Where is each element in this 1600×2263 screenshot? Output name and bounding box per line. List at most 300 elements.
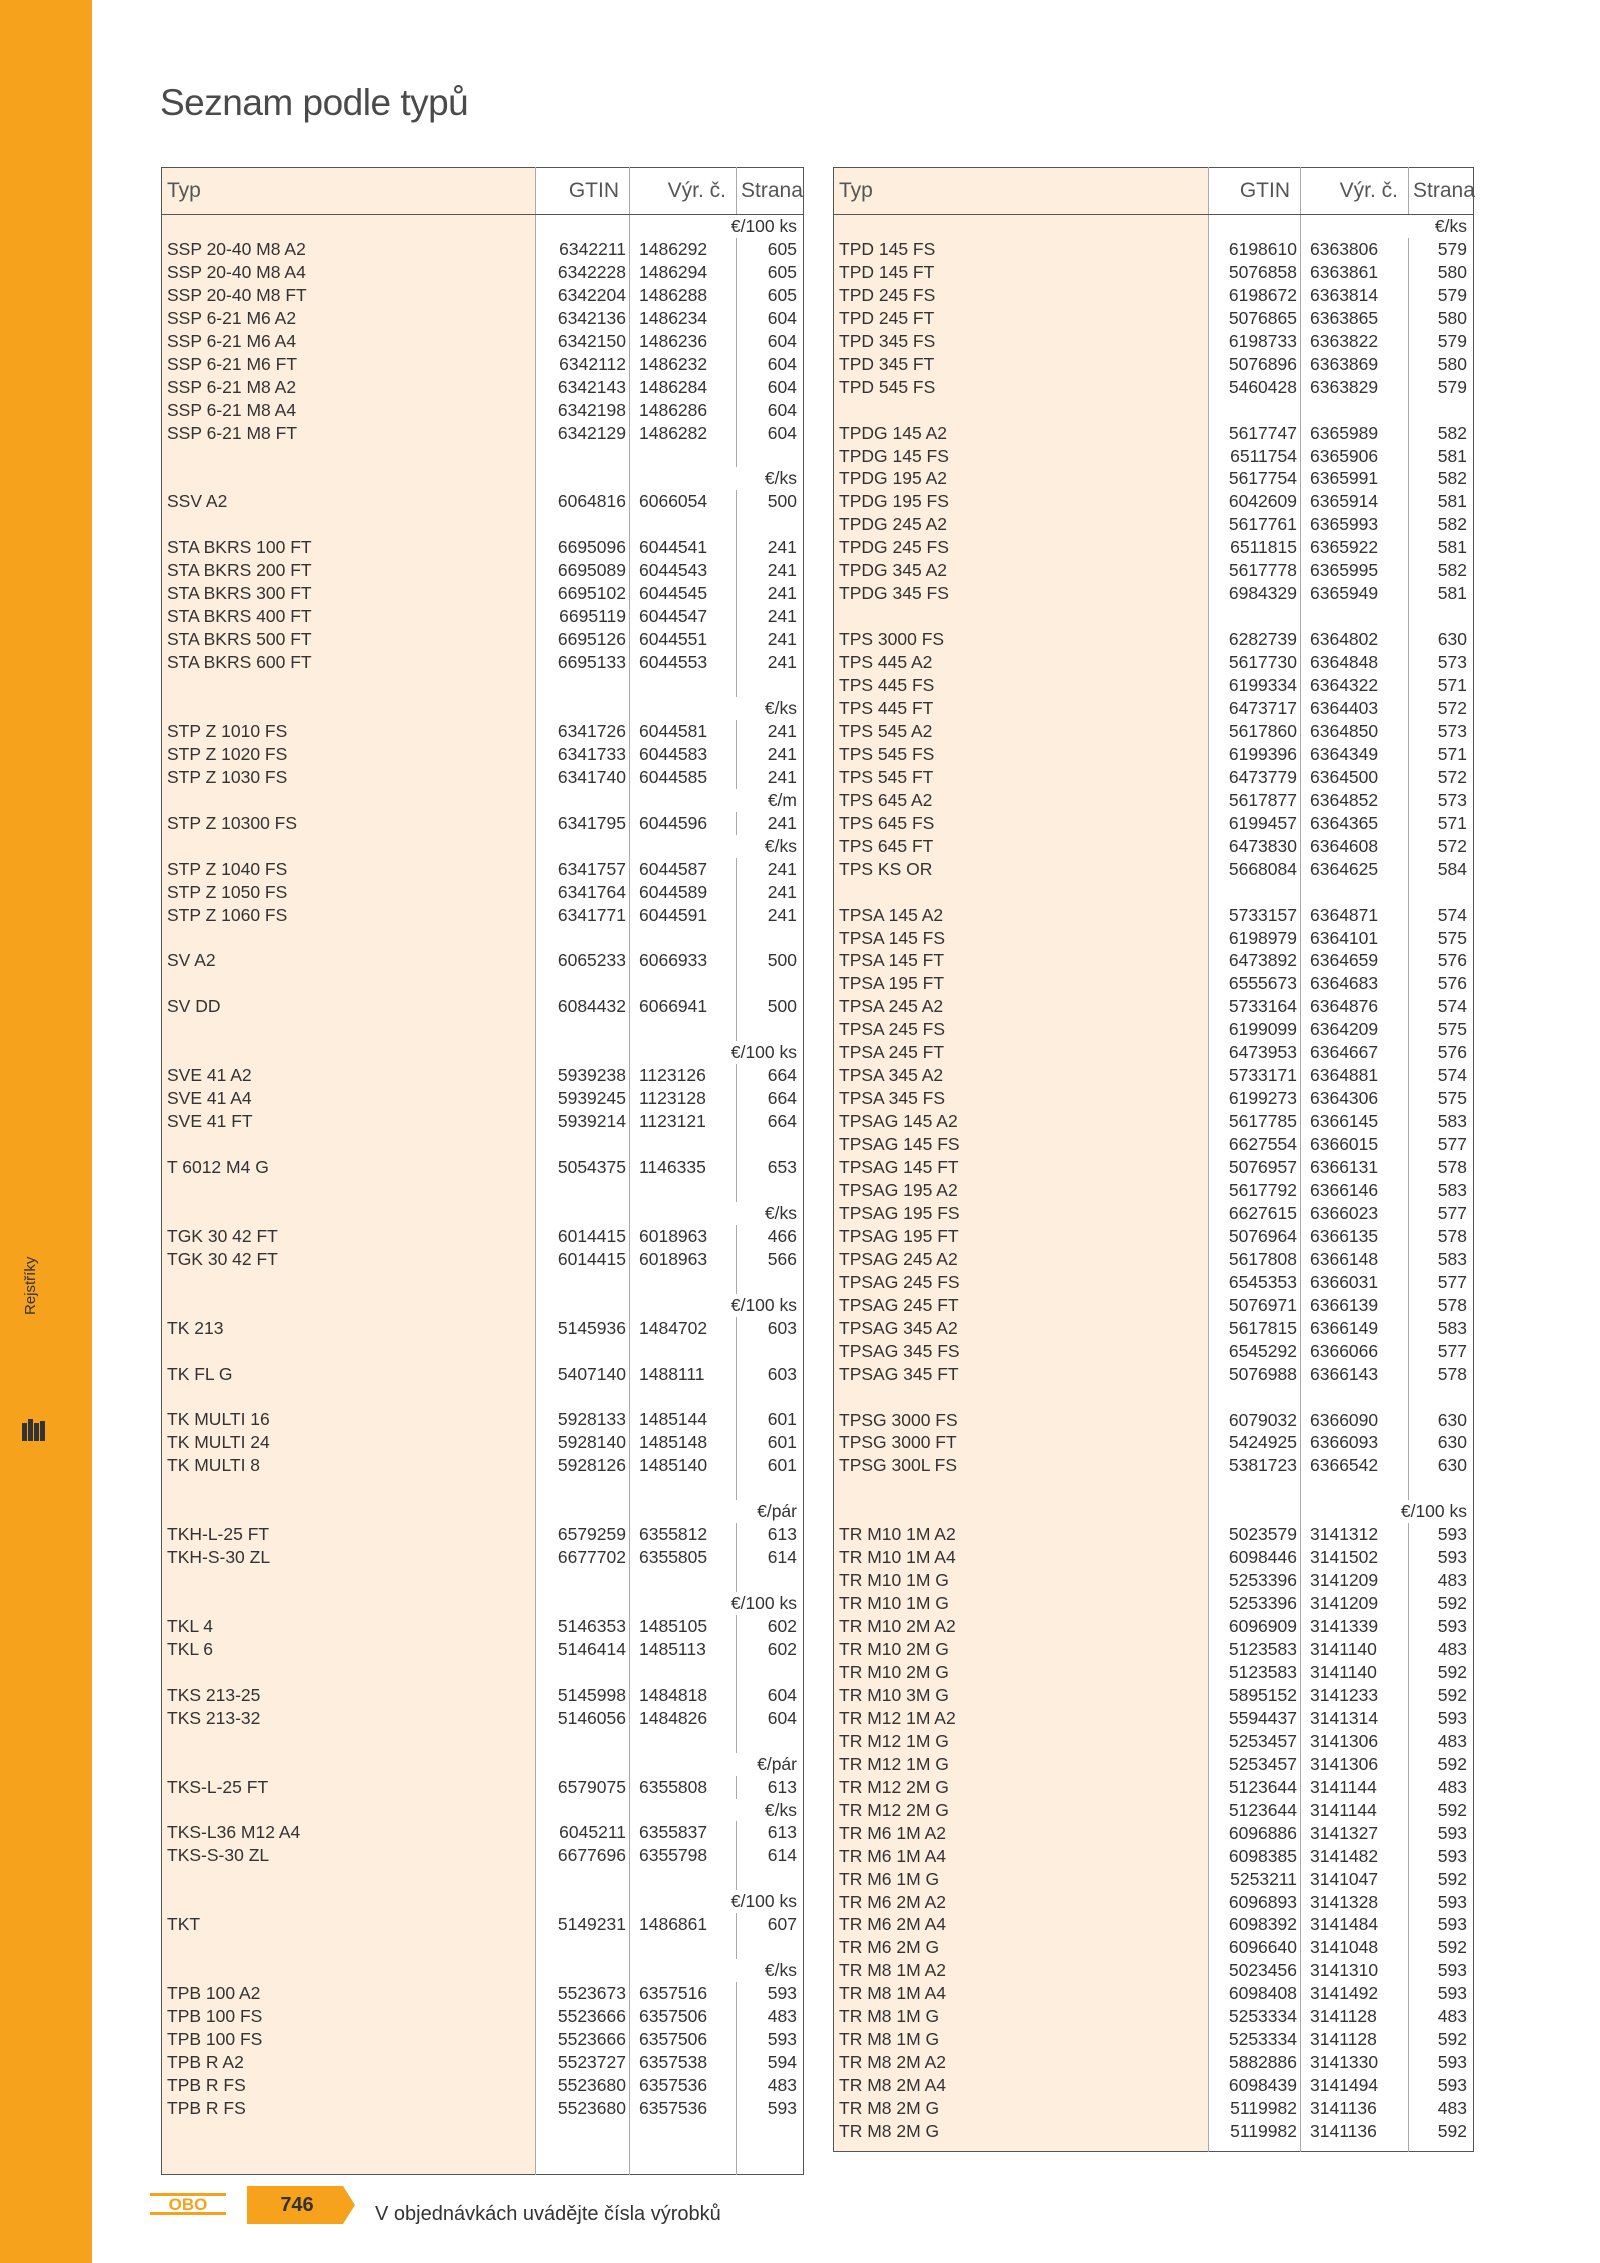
type-cell: SVE 41 A2	[167, 1065, 252, 1086]
gtin-cell: 6096886	[1209, 1822, 1301, 1845]
gtin-cell	[1209, 1500, 1301, 1523]
article-number-cell: 1486282	[630, 422, 737, 445]
type-cell	[162, 1661, 536, 1684]
gtin-cell	[536, 1500, 630, 1523]
type-cell: TPSAG 145 FT	[839, 1157, 959, 1178]
type-cell	[834, 399, 1209, 422]
type-cell: STA BKRS 400 FT	[167, 606, 312, 627]
gtin-cell: 5253457	[1209, 1753, 1301, 1776]
page-ref-cell: 241	[737, 858, 804, 881]
article-number-cell	[630, 1271, 737, 1294]
page-ref-cell: 593	[1409, 1845, 1474, 1868]
article-number-cell: 3141327	[1301, 1822, 1409, 1845]
gtin-cell: 5253396	[1209, 1592, 1301, 1615]
page-ref-cell: 580	[1409, 261, 1474, 284]
type-cell: SSP 20-40 M8 A4	[167, 261, 306, 282]
gtin-cell	[536, 1041, 630, 1064]
article-number-cell: 6366146	[1301, 1179, 1409, 1202]
page-ref-cell: 593	[1409, 1523, 1474, 1546]
gtin-cell: 5424925	[1209, 1431, 1301, 1454]
article-number-cell: 6357506	[630, 2028, 737, 2051]
table-row	[162, 399, 804, 422]
table-row	[162, 261, 804, 284]
article-number-cell: 6357506	[630, 2005, 737, 2028]
spacer-row	[162, 972, 804, 995]
article-number-cell: 6044583	[630, 743, 737, 766]
table-row	[162, 651, 804, 674]
article-number-cell: 3141312	[1301, 1523, 1409, 1546]
article-number-cell: 6365989	[1301, 422, 1409, 445]
page-ref-cell: 605	[737, 238, 804, 261]
article-number-cell: 3141047	[1301, 1868, 1409, 1891]
table-row	[834, 1546, 1474, 1569]
type-cell: TPS 645 A2	[839, 789, 933, 810]
gtin-cell: 5733164	[1209, 995, 1301, 1018]
spacer-row	[162, 1179, 804, 1202]
gtin-cell: 6199099	[1209, 1018, 1301, 1041]
gtin-cell: 5617792	[1209, 1179, 1301, 1202]
page-ref-cell: 575	[1409, 927, 1474, 950]
type-cell: STP Z 1020 FS	[167, 743, 288, 764]
type-cell	[162, 835, 536, 858]
gtin-cell	[1209, 1477, 1301, 1500]
article-number-cell: 3141502	[1301, 1546, 1409, 1569]
gtin-cell: 6098385	[1209, 1845, 1301, 1868]
table-row	[834, 1248, 1474, 1271]
page-ref-cell	[737, 972, 804, 995]
article-number-cell: 6364667	[1301, 1041, 1409, 1064]
page-ref-cell	[737, 445, 804, 468]
type-cell: TR M10 2M A2	[839, 1616, 956, 1637]
article-number-cell: 6363861	[1301, 261, 1409, 284]
article-number-cell: 6366093	[1301, 1431, 1409, 1454]
gtin-cell: 6677696	[536, 1844, 630, 1867]
table-row	[834, 1615, 1474, 1638]
page-ref-cell: 500	[737, 949, 804, 972]
table-row	[162, 1454, 804, 1477]
page-ref-cell: 573	[1409, 720, 1474, 743]
table-row	[162, 2028, 804, 2051]
article-number-cell: 1484818	[630, 1684, 737, 1707]
article-number-cell	[630, 1569, 737, 1592]
table-row	[834, 559, 1474, 582]
gtin-cell: 6096909	[1209, 1615, 1301, 1638]
type-cell	[162, 1294, 536, 1317]
unit-row	[162, 1202, 804, 1225]
article-number-cell: 6044581	[630, 720, 737, 743]
type-cell: STA BKRS 200 FT	[167, 560, 312, 581]
gtin-cell: 6198979	[1209, 927, 1301, 950]
page-ref-cell: 604	[737, 307, 804, 330]
article-number-cell: 6363865	[1301, 307, 1409, 330]
article-number-cell	[630, 927, 737, 950]
table-row	[834, 330, 1474, 353]
article-number-cell: 6357536	[630, 2097, 737, 2120]
gtin-cell	[536, 1867, 630, 1890]
page-ref-cell: 241	[737, 766, 804, 789]
page-title: Seznam podle typů	[160, 82, 469, 123]
article-number-cell: 3141339	[1301, 1615, 1409, 1638]
gtin-cell: 5939245	[536, 1087, 630, 1110]
page-ref-cell: 241	[737, 582, 804, 605]
table-row	[834, 1225, 1474, 1248]
page-ref-cell: 614	[737, 1546, 804, 1569]
table-row	[834, 674, 1474, 697]
table-row	[162, 766, 804, 789]
article-number-cell: 1123121	[630, 1110, 737, 1133]
svg-text:OBO: OBO	[168, 2195, 208, 2214]
page-ref-cell: 241	[737, 743, 804, 766]
table-row	[162, 1087, 804, 1110]
type-cell: TPDG 195 FS	[839, 491, 949, 512]
type-cell: TK 213	[167, 1317, 224, 1338]
type-cell	[162, 1730, 536, 1753]
page-ref-cell: 602	[737, 1638, 804, 1661]
spacer-row	[834, 881, 1474, 904]
table-row	[162, 376, 804, 399]
gtin-cell: 5617785	[1209, 1110, 1301, 1133]
page-ref-cell: 579	[1409, 330, 1474, 353]
gtin-cell: 6042609	[1209, 490, 1301, 513]
page-ref-cell: 630	[1409, 1431, 1474, 1454]
page-ref-cell: 572	[1409, 835, 1474, 858]
table-row	[834, 467, 1474, 490]
page-ref-cell: 593	[1409, 1891, 1474, 1914]
type-cell: TK MULTI 24	[167, 1432, 270, 1453]
page-ref-cell	[737, 1936, 804, 1959]
unit-row	[162, 1753, 804, 1776]
type-cell	[162, 2120, 536, 2143]
page-ref-cell: 592	[1409, 1936, 1474, 1959]
table-row	[834, 1638, 1474, 1661]
gtin-cell	[536, 513, 630, 536]
type-cell: TPSA 245 FS	[839, 1019, 946, 1040]
spacer-row	[834, 1386, 1474, 1409]
article-number-cell: 3141048	[1301, 1936, 1409, 1959]
type-cell: TR M8 2M G	[839, 2098, 940, 2119]
article-number-cell: 6364306	[1301, 1087, 1409, 1110]
gtin-cell: 6198733	[1209, 330, 1301, 353]
article-number-cell: 3141330	[1301, 2051, 1409, 2074]
page-ref-cell: 593	[1409, 1913, 1474, 1936]
article-number-cell: 1485140	[630, 1454, 737, 1477]
table-row	[834, 445, 1474, 468]
gtin-cell	[1209, 881, 1301, 904]
table-row	[834, 1454, 1474, 1477]
article-number-cell: 3141136	[1301, 2120, 1409, 2151]
table-row	[162, 1225, 804, 1248]
table-row	[162, 1363, 804, 1386]
type-cell: TPS 545 FS	[839, 743, 935, 764]
type-cell	[162, 445, 536, 468]
article-number-cell: 3141128	[1301, 2005, 1409, 2028]
gtin-cell	[536, 215, 630, 238]
spacer-row	[162, 1867, 804, 1890]
page-ref-cell: 581	[1409, 490, 1474, 513]
article-number-cell: 6364403	[1301, 697, 1409, 720]
type-cell: TPD 145 FT	[839, 261, 935, 282]
page-ref-cell: 466	[737, 1225, 804, 1248]
type-cell: TPSA 345 A2	[839, 1065, 944, 1086]
page-ref-cell: 580	[1409, 353, 1474, 376]
page-ref-cell: 574	[1409, 995, 1474, 1018]
table-header-row	[834, 168, 1474, 215]
gtin-cell: 5617761	[1209, 513, 1301, 536]
type-cell	[834, 1500, 1209, 1523]
article-number-cell: 6364349	[1301, 743, 1409, 766]
gtin-cell	[536, 1018, 630, 1041]
article-number-cell: 6364848	[1301, 651, 1409, 674]
page-ref-cell: 604	[737, 1684, 804, 1707]
type-cell: TPSA 145 FS	[839, 927, 946, 948]
article-number-cell: 3141144	[1301, 1799, 1409, 1822]
gtin-cell: 6341726	[536, 720, 630, 743]
article-number-cell: 6363829	[1301, 376, 1409, 399]
gtin-cell: 5882886	[1209, 2051, 1301, 2074]
gtin-cell: 5407140	[536, 1363, 630, 1386]
price-unit-label: €/100 ks	[630, 1294, 804, 1317]
header-gtin: GTIN	[1209, 168, 1301, 215]
table-body-right	[834, 215, 1474, 2152]
type-cell: SSP 6-21 M8 A4	[167, 399, 297, 420]
table-row	[834, 1776, 1474, 1799]
gtin-cell: 6045211	[536, 1821, 630, 1844]
type-cell	[162, 1385, 536, 1408]
gtin-cell: 6579259	[536, 1523, 630, 1546]
page-ref-cell: 630	[1409, 628, 1474, 651]
table-row	[162, 1523, 804, 1546]
gtin-cell: 5253334	[1209, 2005, 1301, 2028]
gtin-cell: 6341764	[536, 881, 630, 904]
spacer-row	[162, 1385, 804, 1408]
table-row	[834, 927, 1474, 950]
article-number-cell: 6355808	[630, 1776, 737, 1799]
type-cell: TPSA 245 FT	[839, 1042, 945, 1063]
gtin-cell: 5076957	[1209, 1156, 1301, 1179]
type-cell: TK FL G	[167, 1363, 233, 1384]
page-ref-cell: 500	[737, 490, 804, 513]
gtin-cell	[536, 1271, 630, 1294]
article-number-cell: 6364322	[1301, 674, 1409, 697]
type-cell: TKS-S-30 ZL	[167, 1845, 270, 1866]
page-ref-cell: 572	[1409, 766, 1474, 789]
table-row	[834, 972, 1474, 995]
page-ref-cell: 593	[1409, 1615, 1474, 1638]
gtin-cell: 6473830	[1209, 835, 1301, 858]
table-row	[162, 1982, 804, 2005]
gtin-cell	[536, 1202, 630, 1225]
type-cell: TPB R FS	[167, 2074, 246, 2095]
page-ref-cell	[737, 1477, 804, 1500]
page-ref-cell: 576	[1409, 1041, 1474, 1064]
unit-row	[162, 1041, 804, 1064]
unit-row	[162, 1959, 804, 1982]
table-row	[162, 2097, 804, 2120]
article-number-cell: 6364659	[1301, 949, 1409, 972]
table-row	[834, 1730, 1474, 1753]
article-number-cell: 3141306	[1301, 1753, 1409, 1776]
gtin-cell: 5076971	[1209, 1294, 1301, 1317]
article-number-cell: 6364876	[1301, 995, 1409, 1018]
gtin-cell: 6014415	[536, 1248, 630, 1271]
gtin-cell: 6341740	[536, 766, 630, 789]
type-cell	[162, 972, 536, 995]
page-ref-cell: 604	[737, 376, 804, 399]
page-ref-cell: 241	[737, 559, 804, 582]
gtin-cell: 6984329	[1209, 582, 1301, 605]
type-cell	[162, 1041, 536, 1064]
page-ref-cell: 571	[1409, 812, 1474, 835]
type-cell: TPSG 3000 FS	[839, 1409, 958, 1430]
gtin-cell: 5460428	[1209, 376, 1301, 399]
article-number-cell	[630, 1133, 737, 1156]
page-ref-cell: 593	[1409, 2051, 1474, 2074]
table-row	[162, 743, 804, 766]
gtin-cell: 5617778	[1209, 559, 1301, 582]
table-row	[834, 789, 1474, 812]
table-row	[834, 1753, 1474, 1776]
page-ref-cell: 580	[1409, 307, 1474, 330]
price-unit-label: €/ks	[630, 1799, 804, 1822]
article-number-cell: 1488111	[630, 1363, 737, 1386]
type-cell: STP Z 1060 FS	[167, 904, 288, 925]
type-cell: TPS KS OR	[839, 858, 933, 879]
page-ref-cell	[737, 1730, 804, 1753]
table-row	[162, 858, 804, 881]
page-ref-cell: 241	[737, 720, 804, 743]
page-ref-cell: 605	[737, 284, 804, 307]
type-cell	[834, 1386, 1209, 1409]
article-number-cell: 6364852	[1301, 789, 1409, 812]
article-number-cell: 6363822	[1301, 330, 1409, 353]
type-cell: TR M6 1M G	[839, 1868, 940, 1889]
gtin-cell	[536, 467, 630, 490]
price-unit-label: €/pár	[630, 1500, 804, 1523]
page-ref-cell: 604	[737, 330, 804, 353]
unit-row	[162, 1592, 804, 1615]
gtin-cell: 5146414	[536, 1638, 630, 1661]
type-cell	[162, 1500, 536, 1523]
table-row	[162, 1684, 804, 1707]
gtin-cell: 6098446	[1209, 1546, 1301, 1569]
page-ref-cell: 664	[737, 1110, 804, 1133]
table-row	[162, 1638, 804, 1661]
page-ref-cell: 241	[737, 812, 804, 835]
unit-row	[162, 789, 804, 812]
table-row	[834, 1868, 1474, 1891]
article-number-cell	[630, 1018, 737, 1041]
type-cell: TR M12 2M G	[839, 1799, 949, 1820]
gtin-cell: 5523727	[536, 2051, 630, 2074]
article-number-cell: 6364625	[1301, 858, 1409, 881]
gtin-cell: 5076865	[1209, 307, 1301, 330]
page-ref-cell: 607	[737, 1913, 804, 1936]
type-cell: TPS 545 FT	[839, 766, 934, 787]
article-number-cell: 1484702	[630, 1317, 737, 1340]
gtin-cell: 6342143	[536, 376, 630, 399]
table-row	[834, 1799, 1474, 1822]
page-ref-cell: 576	[1409, 972, 1474, 995]
type-cell: TPSG 3000 FT	[839, 1432, 957, 1453]
type-cell: SV A2	[167, 950, 216, 971]
type-cell: TK MULTI 8	[167, 1455, 261, 1476]
article-number-cell: 6363814	[1301, 284, 1409, 307]
page-ref-cell	[1409, 399, 1474, 422]
type-cell: TPB 100 FS	[167, 2029, 263, 2050]
type-cell: SVE 41 FT	[167, 1111, 253, 1132]
article-number-cell: 6366135	[1301, 1225, 1409, 1248]
table-row	[834, 1340, 1474, 1363]
page-ref-cell: 581	[1409, 582, 1474, 605]
gtin-cell: 6199273	[1209, 1087, 1301, 1110]
article-number-cell	[630, 1385, 737, 1408]
type-cell: TR M10 1M G	[839, 1570, 949, 1591]
gtin-cell	[1209, 1386, 1301, 1409]
spacer-row	[162, 445, 804, 468]
page-ref-cell	[737, 674, 804, 697]
type-cell: TR M8 1M A4	[839, 1983, 946, 2004]
table-row	[162, 2051, 804, 2074]
table-row	[834, 284, 1474, 307]
type-cell: TPB 100 A2	[167, 1983, 261, 2004]
type-cell: STP Z 1040 FS	[167, 858, 288, 879]
article-number-cell	[630, 1730, 737, 1753]
type-cell	[162, 1592, 536, 1615]
page-ref-cell: 241	[737, 881, 804, 904]
gtin-cell	[536, 2143, 630, 2174]
table-row	[834, 2074, 1474, 2097]
gtin-cell: 6098439	[1209, 2074, 1301, 2097]
type-cell: STP Z 1010 FS	[167, 720, 288, 741]
article-number-cell: 6044551	[630, 628, 737, 651]
gtin-cell: 6511754	[1209, 445, 1301, 468]
type-cell: TKS 213-32	[167, 1707, 261, 1728]
page-ref-cell: 581	[1409, 536, 1474, 559]
type-cell: TR M10 2M G	[839, 1639, 949, 1660]
article-number-cell: 6366148	[1301, 1248, 1409, 1271]
article-number-cell	[630, 1340, 737, 1363]
type-cell: TPSAG 195 A2	[839, 1179, 958, 1200]
type-cell: TPSAG 145 FS	[839, 1134, 960, 1155]
page-ref-cell: 566	[737, 1248, 804, 1271]
article-number-cell	[630, 1936, 737, 1959]
type-cell	[162, 1477, 536, 1500]
gtin-cell	[536, 1730, 630, 1753]
gtin-cell: 5146353	[536, 1615, 630, 1638]
table-row	[834, 238, 1474, 261]
gtin-cell: 6695096	[536, 536, 630, 559]
type-cell	[162, 1753, 536, 1776]
article-number-cell: 3141482	[1301, 1845, 1409, 1868]
article-number-cell: 1486286	[630, 399, 737, 422]
page-ref-cell: 577	[1409, 1133, 1474, 1156]
type-cell: TPDG 245 FS	[839, 537, 949, 558]
table-row	[162, 353, 804, 376]
gtin-cell	[1209, 215, 1301, 238]
page-ref-cell: 483	[737, 2074, 804, 2097]
table-row	[162, 1408, 804, 1431]
page-ref-cell: 630	[1409, 1409, 1474, 1432]
gtin-cell: 6199334	[1209, 674, 1301, 697]
spacer-row	[162, 1477, 804, 1500]
page-ref-cell	[1409, 881, 1474, 904]
spacer-row	[162, 2120, 804, 2143]
page-ref-cell: 593	[1409, 2074, 1474, 2097]
page-ref-cell	[737, 2143, 804, 2174]
type-cell: TPSAG 345 FT	[839, 1363, 959, 1384]
page-ref-cell	[737, 1179, 804, 1202]
type-cell: STP Z 1030 FS	[167, 766, 288, 787]
